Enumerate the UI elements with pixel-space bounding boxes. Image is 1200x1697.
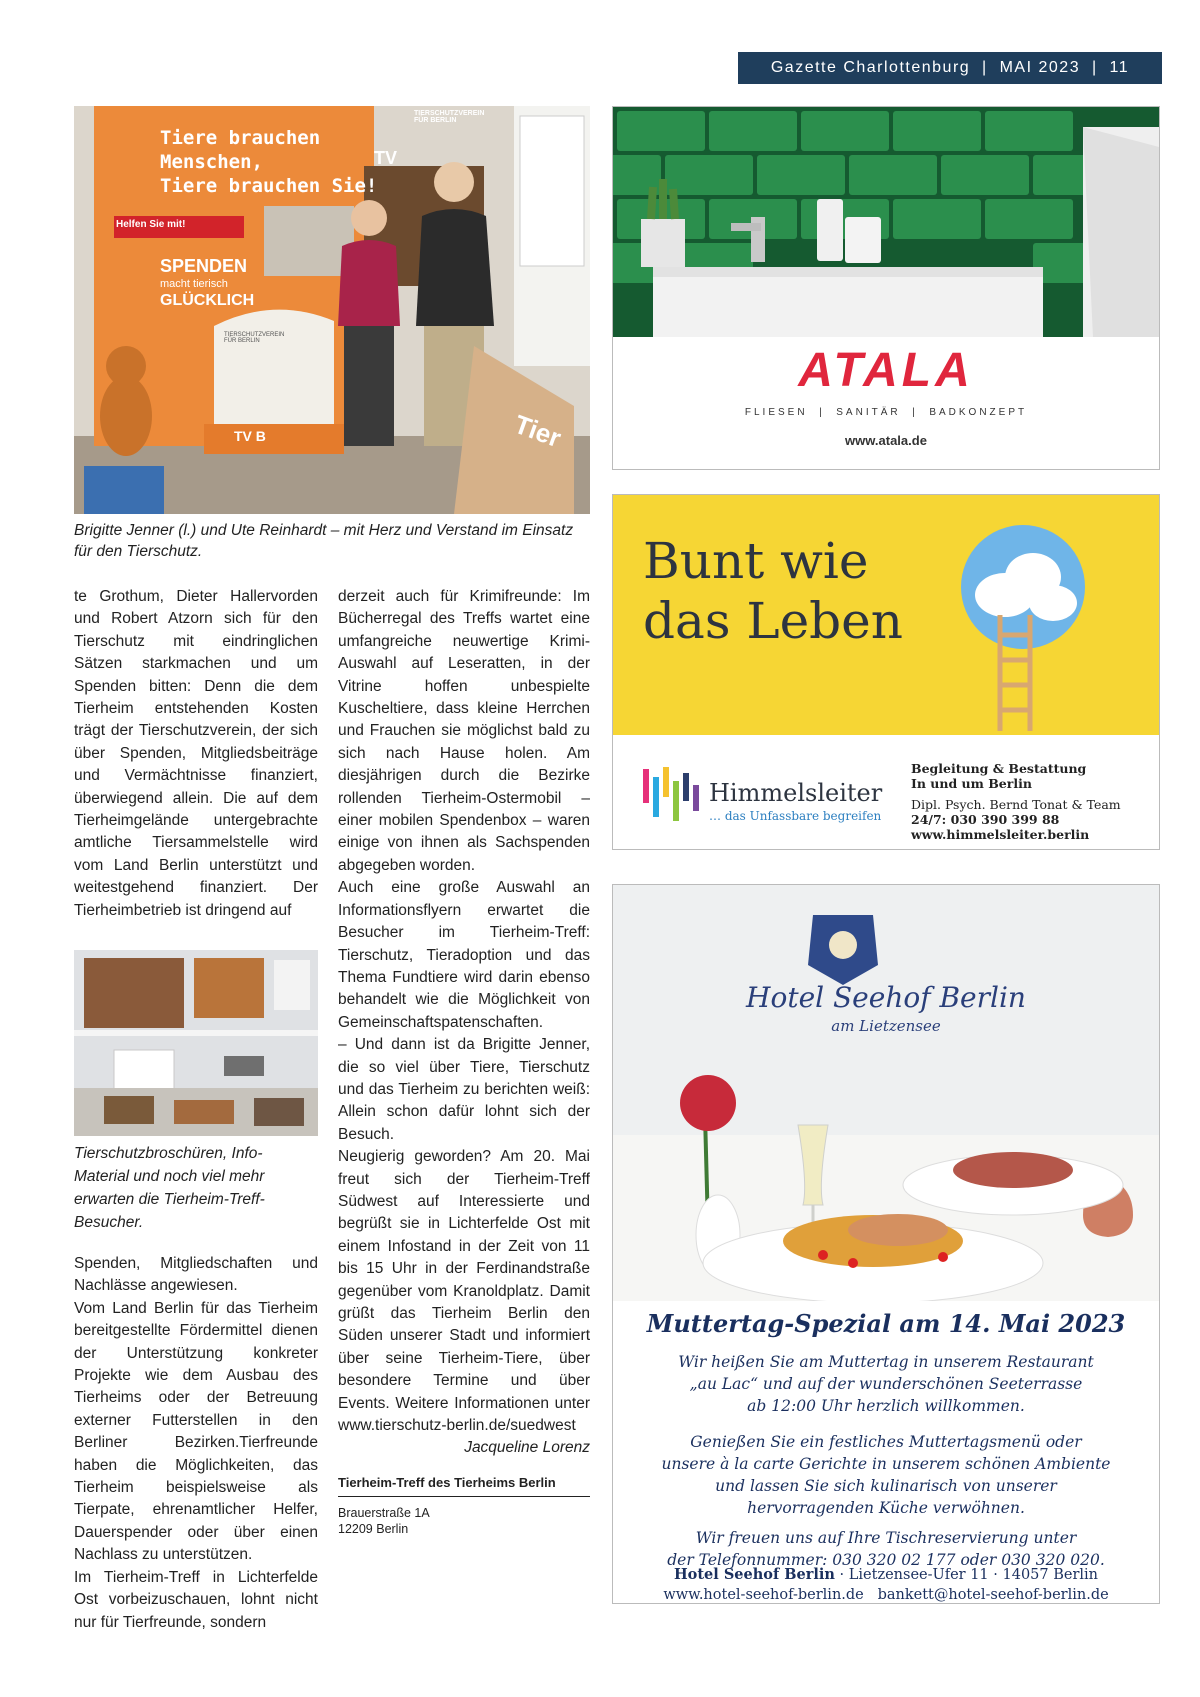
page-header (738, 52, 1162, 84)
himmel-headline-1: Bunt wie (643, 532, 869, 590)
himmel-info-line-3[interactable]: www.himmelsleiter.berlin (911, 827, 1090, 842)
article-author: Jacqueline Lorenz (464, 1439, 590, 1457)
floor-sign-text: Tier (510, 408, 566, 454)
header-text: Gazette Charlottenburg | MAI 2023 | 11 (770, 59, 1130, 76)
hotel-p2-line4: hervorragenden Küche verwöhnen. (747, 1499, 1025, 1517)
ad-atala (612, 106, 1160, 470)
factbox-city: 12209 Berlin (338, 1522, 409, 1537)
hotel-name: Hotel Seehof Berlin (746, 981, 1026, 1014)
himmel-info-title-1: Begleitung & Bestattung (911, 761, 1087, 776)
hotel-table-scene (613, 885, 1159, 1301)
hotel-p1-line1: Wir heißen Sie am Muttertag in unserem Restaurant (678, 1353, 1094, 1371)
col1-top-paragraph: te Grothum, Dieter Hallervorden und Robert Atzorn sich für den Tierschutz mit eindringlichen Sätzen starkmachen und um Spenden bitten: Denn die dem Tierheim entstehenden Kosten trägt der Tierschutzverein, der sich über Spenden, Mitgliedsbeiträge und Vermächtnisse finanziert, überwiegend allein. Die auf dem Tierheimgelände untergebrachte amtliche Tiersammelstelle wird vom Land Berlin unterstützt und weitestgehend finanziert. Der Tierheimbetrieb ist dringend auf (74, 588, 318, 919)
factbox-address (338, 1505, 590, 1537)
atala-bathroom-scene (613, 107, 1159, 337)
hotel-footer-mail[interactable]: bankett@hotel-seehof-berlin.de (877, 1587, 1109, 1603)
col2-p4: Neugierig geworden? Am 20. Mai freut sich der Tierheim-Treff Südwest auf Interessierte und begrüßt sie in Lichterfelde Ost mit einem Infostand in der Zeit von 11 bis 15 Uhr in der Ferdinandstraße gegenüber vom Kranoldplatz. Damit grüßt das Tierheim Berlin den Süden unserer Stadt und informiert über seine Tierheim-Tiere, über besondere Termine und über Events. Weitere Informationen unter www.tierschutz-berlin.de/suedwest (338, 1148, 590, 1435)
atala-tagline: FLIESEN | SANITÄR | BADKONZEPT (744, 407, 1028, 418)
col2-p3: – Und dann ist da Brigitte Jenner, die so viel über Tiere, Tierschutz und das Tierheim zu berichten weiß: Allein schon dafür lohnt sich der Besuch. (338, 1036, 590, 1143)
banner-logo: TV (374, 148, 398, 168)
ad-hotel-seehof (612, 884, 1160, 1604)
photo-tierheim-stand (74, 106, 590, 514)
hotel-p2-line1: Genießen Sie ein festliches Muttertagsmenü oder (690, 1433, 1082, 1451)
article-col2 (338, 586, 590, 1537)
photo2-scene (74, 950, 318, 1136)
himmel-yellow-panel (613, 495, 1159, 735)
hotel-p3-line1: Wir freuen uns auf Ihre Tischreservierung unter (695, 1529, 1077, 1547)
himmel-headline-2: das Leben (643, 592, 903, 650)
factbox-title: Tierheim-Treff des Tierheims Berlin (338, 1472, 590, 1497)
col1-bottom-p3: Im Tierheim-Treff in Lichterfelde Ost vorbeizuschauen, lohnt nicht nur für Tierfreunde, sondern (74, 1568, 318, 1631)
col1-bottom-p2: Vom Land Berlin für das Tierheim bereitgestellte Fördermittel dienen der Unterstützung konkreter Projekte wie dem Ausbau des Tierheims oder der Betreuung externer Futterstellen in den Berliner Bezirken.Tierfreunde haben die Möglichkeiten, das Tierheim beispielsweise als Tierpate, ehrenamtlicher Helfer, Dauerspender oder über einen Nachlass zu unterstützen. (74, 1299, 318, 1564)
hotel-paragraph-1 (613, 1351, 1159, 1417)
photo-caption-2: Tierschutzbroschüren, Info-Material und noch viel mehr erwarten die Tierheim-Treff-Besucher. (74, 1145, 265, 1231)
photo-caption-1: Brigitte Jenner (l.) und Ute Reinhardt – mit Herz und Verstand im Einsatz für den Tierschutz. (74, 522, 574, 560)
himmel-logo-icon (643, 763, 703, 823)
hotel-footer (613, 1545, 1159, 1605)
himmel-info-title-2: In und um Berlin (911, 776, 1032, 791)
photo-info-material (74, 950, 318, 1136)
factbox-street: Brauerstraße 1A (338, 1506, 430, 1521)
himmel-info-line-2: 24/7: 030 390 399 88 (911, 812, 1060, 827)
counter-org-text: TIERSCHUTZVEREIN FÜR BERLIN (224, 332, 285, 344)
hotel-footer-line2 (613, 1585, 1159, 1605)
hotel-p1-line2: „au Lac“ und auf der wunderschönen Seeterrasse (689, 1375, 1083, 1393)
hotel-sub: am Lietzensee (831, 1017, 941, 1035)
banner-macht: macht tierisch (160, 278, 228, 290)
hotel-headline: Muttertag-Spezial am 14. Mai 2023 (646, 1309, 1126, 1338)
hotel-p3-line2: der Telefonnummer: 030 320 02 177 oder 030 320 020. (667, 1551, 1105, 1569)
col2-p2: Auch eine große Auswahl an Informationsflyern erwartet die Besucher im Tierheim-Treff: Tierschutz, Tieradoption und das Thema Fundtiere wird darin ebenso behandelt wie die Möglichkeit von Gemeinschaftspatenschaften. (338, 879, 590, 1031)
col1-bottom-p1: Spenden, Mitgliedschaften und Nachlässe angewiesen. (74, 1255, 318, 1295)
himmel-brand: Himmelsleiter (709, 779, 883, 807)
hotel-photo (613, 885, 1159, 1301)
himmel-brand-sub: … das Unfassbare begreifen (709, 809, 882, 823)
banner-headline: Tiere brauchen Menschen, Tiere brauchen Sie! (160, 127, 378, 197)
hotel-p2-line2: unsere à la carte Gerichte in unserem schönen Ambiente (661, 1455, 1111, 1473)
himmel-info (911, 761, 1121, 842)
atala-url[interactable]: www.atala.de (845, 433, 927, 448)
article-col1-bottom (74, 1253, 318, 1634)
himmel-info-line-1: Dipl. Psych. Bernd Tonat & Team (911, 797, 1121, 812)
hotel-footer-name: Hotel Seehof Berlin (673, 1566, 835, 1583)
hotel-footer-address: · Lietzensee-Ufer 11 · 14057 Berlin (834, 1567, 1099, 1583)
atala-logo: ATALA (798, 344, 974, 397)
hotel-footer-line1 (613, 1565, 1159, 1585)
article-col1-top (74, 586, 318, 922)
hotel-footer-web[interactable]: www.hotel-seehof-berlin.de (663, 1587, 864, 1603)
col2-p1: derzeit auch für Krimifreunde: Im Bücherregal des Treffs wartet eine umfangreiche neuwertige Krimi-Auswahl auf Leseratten, in der Vitrine hoffen unbespielte Kuscheltiere, dass kleine Herrchen und Frauchen sie möglichst bald zu sich nach Hause holen. Am diesjährigen durch die Bezirke rollenden Tierheim-Ostermobil – einer mobilen Spendenbox – waren einige von ihnen als Sachspenden abgegeben worden. (338, 588, 590, 874)
hotel-p1-line3: ab 12:00 Uhr herzlich willkommen. (747, 1397, 1025, 1415)
banner-org-text: TIERSCHUTZVEREIN FÜR BERLIN (414, 110, 485, 124)
banner-gluecklich: GLÜCKLICH (160, 292, 255, 309)
banner-spenden: SPENDEN (160, 256, 248, 276)
atala-tile-photo (613, 107, 1159, 337)
hotel-p2-line3: und lassen Sie sich kulinarisch von unserer (715, 1477, 1057, 1495)
ad-himmelsleiter (612, 494, 1160, 850)
counter-logo: TV B (234, 428, 266, 444)
himmel-headline (643, 531, 903, 651)
banner-help-text: Helfen Sie mit! (116, 219, 186, 230)
hotel-paragraph-2 (613, 1431, 1159, 1519)
